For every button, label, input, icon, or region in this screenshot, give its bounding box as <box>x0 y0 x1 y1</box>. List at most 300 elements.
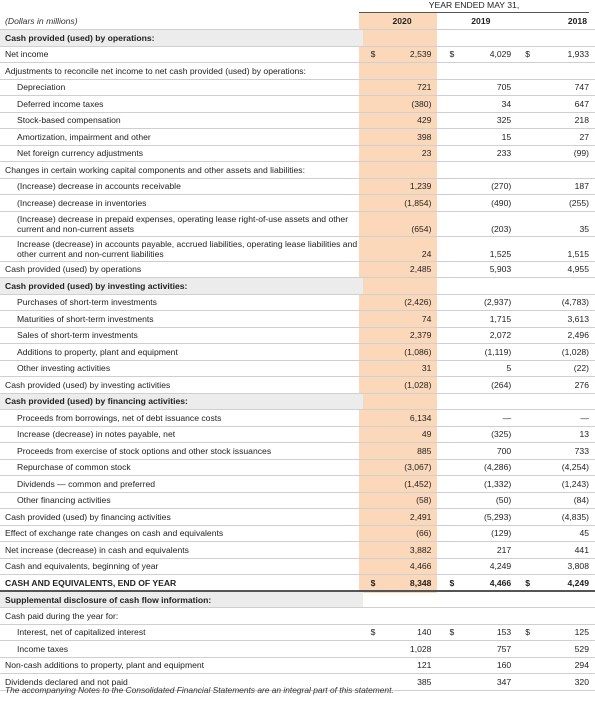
cell-value: (3,067) <box>404 462 432 473</box>
cell-value: 45 <box>579 528 589 539</box>
cell-value: (22) <box>573 363 589 374</box>
cell-value: 3,808 <box>567 561 589 572</box>
cash-flow-table <box>0 13 595 691</box>
cell-value: 4,249 <box>489 561 512 572</box>
table-row <box>0 195 595 212</box>
cell-value: 2,072 <box>489 330 512 341</box>
table-row <box>0 657 595 674</box>
table-row <box>0 129 595 146</box>
cell-value: 1,525 <box>489 248 512 259</box>
value-2020 <box>363 624 442 641</box>
value-2020 <box>363 393 442 410</box>
value-2020 <box>363 278 442 295</box>
row-label: Changes in certain working capital components and other assets and liabilities: <box>0 162 363 179</box>
cell-value: 2,485 <box>409 264 432 275</box>
table-row <box>0 311 595 328</box>
value-2019 <box>441 178 520 195</box>
cell-value: 153 <box>496 627 512 638</box>
value-2019 <box>441 211 520 236</box>
cell-value: (2,937) <box>483 297 512 308</box>
value-2020 <box>363 261 442 278</box>
row-label: Cash provided (used) by investing activities <box>0 377 363 394</box>
value-2018 <box>520 393 595 410</box>
value-2020 <box>363 525 442 542</box>
cell-value: 385 <box>417 676 432 687</box>
cell-value: 1,515 <box>567 248 589 259</box>
cell-value: 320 <box>574 676 589 687</box>
footnote: The accompanying Notes to the Consolidated Financial Statements are an integral part of this statement. <box>5 685 394 695</box>
table-row <box>0 79 595 96</box>
value-2018 <box>520 327 595 344</box>
value-2018 <box>520 459 595 476</box>
currency-symbol: $ <box>449 627 455 638</box>
value-2020 <box>363 410 442 427</box>
table-row <box>0 426 595 443</box>
cell-value: 218 <box>574 115 589 126</box>
value-2020 <box>363 575 442 592</box>
value-2018 <box>520 195 595 212</box>
row-label: Increase (decrease) in notes payable, net <box>0 426 363 443</box>
value-2020 <box>363 79 442 96</box>
cell-value: (4,286) <box>483 462 512 473</box>
cell-value: 4,466 <box>409 561 432 572</box>
table-row <box>0 360 595 377</box>
value-2019 <box>441 96 520 113</box>
cell-value: (84) <box>573 495 589 506</box>
value-2018 <box>520 443 595 460</box>
value-2019 <box>441 443 520 460</box>
table-row <box>0 236 595 261</box>
value-2019 <box>441 624 520 641</box>
value-2020 <box>363 311 442 328</box>
currency-symbol: $ <box>370 577 376 588</box>
cell-value: 6,134 <box>409 412 432 423</box>
cell-value: 140 <box>417 627 432 638</box>
value-2019 <box>441 261 520 278</box>
cell-value: 160 <box>496 660 512 671</box>
value-2020 <box>363 509 442 526</box>
row-label: Cash and equivalents, beginning of year <box>0 558 363 575</box>
value-2019 <box>441 641 520 658</box>
cell-value: 347 <box>496 676 512 687</box>
cell-value: 35 <box>579 223 589 234</box>
cell-value: (325) <box>491 429 512 440</box>
cell-value: 121 <box>417 660 432 671</box>
value-2018 <box>520 46 595 63</box>
cell-value: 4,955 <box>567 264 589 275</box>
table-row <box>0 624 595 641</box>
cell-value: (264) <box>491 379 512 390</box>
value-2019 <box>441 377 520 394</box>
row-label: Stock-based compensation <box>0 112 363 129</box>
table-row <box>0 443 595 460</box>
cell-value: 705 <box>496 82 512 93</box>
value-2018 <box>520 278 595 295</box>
value-2018 <box>520 30 595 47</box>
value-2018 <box>520 410 595 427</box>
value-2018 <box>520 344 595 361</box>
value-2019 <box>441 278 520 295</box>
cell-value: 13 <box>579 429 589 440</box>
value-2019 <box>441 426 520 443</box>
table-row <box>0 393 595 410</box>
cell-value: 4,249 <box>567 577 589 588</box>
value-2018 <box>520 476 595 493</box>
value-2020 <box>363 112 442 129</box>
row-label: Adjustments to reconcile net income to net cash provided (used) by operations: <box>0 63 363 80</box>
value-2019 <box>441 410 520 427</box>
value-2018 <box>520 641 595 658</box>
row-label: Effect of exchange rate changes on cash and equivalents <box>0 525 363 542</box>
value-2018 <box>520 657 595 674</box>
value-2020 <box>363 558 442 575</box>
cell-value: (4,254) <box>561 462 589 473</box>
cell-value: 2,379 <box>409 330 432 341</box>
value-2019 <box>441 476 520 493</box>
value-2019 <box>441 608 520 625</box>
value-2019 <box>441 393 520 410</box>
value-2018 <box>520 674 595 691</box>
column-header-row <box>0 13 595 30</box>
table-row <box>0 30 595 47</box>
row-label: Cash provided (used) by financing activities <box>0 509 363 526</box>
cell-value: 125 <box>574 627 589 638</box>
currency-symbol: $ <box>525 49 530 60</box>
cell-value: (1,028) <box>561 346 589 357</box>
value-2018 <box>520 575 595 592</box>
value-2020 <box>363 608 442 625</box>
row-label: Sales of short-term investments <box>0 327 363 344</box>
currency-symbol: $ <box>449 577 455 588</box>
table-row <box>0 278 595 295</box>
table-row <box>0 162 595 179</box>
value-2019 <box>441 79 520 96</box>
value-2020 <box>363 360 442 377</box>
value-2019 <box>441 327 520 344</box>
currency-symbol: $ <box>370 627 376 638</box>
cell-value: (50) <box>495 495 512 506</box>
value-2019 <box>441 591 520 608</box>
year-2020-header: 2020 <box>363 13 442 30</box>
row-label: (Increase) decrease in inventories <box>0 195 363 212</box>
cell-value: 217 <box>496 544 512 555</box>
cell-value: 4,466 <box>489 577 512 588</box>
row-label: Net foreign currency adjustments <box>0 145 363 162</box>
cell-value: 294 <box>574 660 589 671</box>
value-2019 <box>441 46 520 63</box>
cell-value: 733 <box>574 445 589 456</box>
cell-value: 441 <box>574 544 589 555</box>
row-label: Other financing activities <box>0 492 363 509</box>
value-2019 <box>441 575 520 592</box>
value-2018 <box>520 509 595 526</box>
value-2020 <box>363 30 442 47</box>
cell-value: (4,835) <box>561 511 589 522</box>
table-row <box>0 410 595 427</box>
cell-value: 1,239 <box>409 181 432 192</box>
value-2020 <box>363 162 442 179</box>
value-2018 <box>520 426 595 443</box>
value-2018 <box>520 145 595 162</box>
cell-value: (5,293) <box>483 511 512 522</box>
table-row <box>0 96 595 113</box>
value-2019 <box>441 145 520 162</box>
cell-value: — <box>580 412 589 423</box>
cell-value: 233 <box>496 148 512 159</box>
cell-value: 187 <box>574 181 589 192</box>
value-2019 <box>441 195 520 212</box>
row-label: Repurchase of common stock <box>0 459 363 476</box>
value-2020 <box>363 377 442 394</box>
value-2018 <box>520 261 595 278</box>
value-2018 <box>520 294 595 311</box>
cell-value: 429 <box>417 115 432 126</box>
value-2020 <box>363 195 442 212</box>
row-label: Deferred income taxes <box>0 96 363 113</box>
currency-symbol: $ <box>449 49 455 60</box>
row-label: Income taxes <box>0 641 363 658</box>
cell-value: (1,028) <box>404 379 432 390</box>
row-label: (Increase) decrease in prepaid expenses, operating lease right-of-use assets and other current and non-current assets <box>0 211 363 236</box>
currency-symbol: $ <box>525 627 530 638</box>
value-2018 <box>520 178 595 195</box>
row-label: Supplemental disclosure of cash flow information: <box>0 591 363 608</box>
table-row <box>0 608 595 625</box>
table-row <box>0 542 595 559</box>
value-2020 <box>363 63 442 80</box>
value-2020 <box>363 459 442 476</box>
cell-value: 276 <box>574 379 589 390</box>
row-label: CASH AND EQUIVALENTS, END OF YEAR <box>0 575 363 592</box>
table-row <box>0 525 595 542</box>
table-row <box>0 591 595 608</box>
table-row <box>0 327 595 344</box>
value-2020 <box>363 641 442 658</box>
table-row <box>0 476 595 493</box>
value-2020 <box>363 294 442 311</box>
row-label: Amortization, impairment and other <box>0 129 363 146</box>
cell-value: (380) <box>411 98 432 109</box>
cell-value: (58) <box>416 495 432 506</box>
value-2020 <box>363 236 442 261</box>
currency-symbol: $ <box>370 49 376 60</box>
table-row <box>0 261 595 278</box>
value-2020 <box>363 344 442 361</box>
cell-value: 747 <box>574 82 589 93</box>
cell-value: 5,903 <box>489 264 512 275</box>
cell-value: 2,539 <box>409 49 432 60</box>
value-2020 <box>363 46 442 63</box>
table-row <box>0 211 595 236</box>
cell-value: (1,854) <box>404 197 432 208</box>
value-2019 <box>441 459 520 476</box>
value-2020 <box>363 96 442 113</box>
value-2019 <box>441 236 520 261</box>
value-2020 <box>363 542 442 559</box>
table-row <box>0 145 595 162</box>
value-2020 <box>363 443 442 460</box>
row-label: Cash paid during the year for: <box>0 608 363 625</box>
value-2018 <box>520 608 595 625</box>
table-row <box>0 459 595 476</box>
cell-value: 885 <box>417 445 432 456</box>
row-label: Non-cash additions to property, plant and equipment <box>0 657 363 674</box>
table-row <box>0 112 595 129</box>
cell-value: 2,491 <box>409 511 432 522</box>
row-label: Additions to property, plant and equipment <box>0 344 363 361</box>
value-2020 <box>363 426 442 443</box>
value-2020 <box>363 178 442 195</box>
cell-value: 15 <box>501 131 512 142</box>
row-label: Dividends declared and not paid <box>0 674 363 691</box>
value-2018 <box>520 112 595 129</box>
value-2019 <box>441 657 520 674</box>
cell-value: 721 <box>417 82 432 93</box>
value-2020 <box>363 327 442 344</box>
row-label: Increase (decrease) in accounts payable, accrued liabilities, operating lease liabilities and other current and non-current liabilities <box>0 236 363 261</box>
value-2019 <box>441 558 520 575</box>
row-label: Maturities of short-term investments <box>0 311 363 328</box>
cell-value: 4,029 <box>489 49 512 60</box>
units-label: (Dollars in millions) <box>0 13 363 30</box>
value-2018 <box>520 96 595 113</box>
cell-value: (255) <box>568 197 589 208</box>
row-label: Other investing activities <box>0 360 363 377</box>
cell-value: (99) <box>573 148 589 159</box>
row-label: (Increase) decrease in accounts receivable <box>0 178 363 195</box>
cell-value: 8,348 <box>409 577 432 588</box>
row-label: Cash provided (used) by investing activities: <box>0 278 363 295</box>
row-label: Depreciation <box>0 79 363 96</box>
cell-value: (1,119) <box>484 346 512 357</box>
table-row <box>0 509 595 526</box>
cell-value: (1,452) <box>404 478 432 489</box>
value-2019 <box>441 311 520 328</box>
value-2018 <box>520 162 595 179</box>
value-2020 <box>363 129 442 146</box>
table-row <box>0 46 595 63</box>
table-row <box>0 63 595 80</box>
value-2018 <box>520 129 595 146</box>
cell-value: (270) <box>491 181 512 192</box>
value-2018 <box>520 624 595 641</box>
cell-value: (1,332) <box>483 478 512 489</box>
cell-value: (66) <box>416 528 432 539</box>
value-2018 <box>520 236 595 261</box>
cell-value: (1,086) <box>404 346 432 357</box>
value-2018 <box>520 360 595 377</box>
row-label: Net increase (decrease) in cash and equivalents <box>0 542 363 559</box>
cell-value: 529 <box>574 643 589 654</box>
cell-value: 1,028 <box>409 643 432 654</box>
cell-value: 24 <box>421 248 432 259</box>
cell-value: 3,613 <box>567 313 589 324</box>
row-label: Proceeds from exercise of stock options and other stock issuances <box>0 443 363 460</box>
row-label: Cash provided (used) by financing activities: <box>0 393 363 410</box>
value-2019 <box>441 674 520 691</box>
value-2018 <box>520 311 595 328</box>
cell-value: 700 <box>496 445 512 456</box>
cell-value: 34 <box>501 98 512 109</box>
value-2018 <box>520 492 595 509</box>
row-label: Purchases of short-term investments <box>0 294 363 311</box>
value-2018 <box>520 63 595 80</box>
currency-symbol: $ <box>525 577 530 588</box>
cell-value: — <box>502 412 512 423</box>
value-2020 <box>363 476 442 493</box>
value-2019 <box>441 525 520 542</box>
value-2019 <box>441 509 520 526</box>
table-row <box>0 294 595 311</box>
table-row <box>0 641 595 658</box>
value-2020 <box>363 591 442 608</box>
cell-value: (490) <box>491 197 512 208</box>
value-2020 <box>363 145 442 162</box>
table-row <box>0 492 595 509</box>
cell-value: 31 <box>421 363 432 374</box>
value-2018 <box>520 377 595 394</box>
cell-value: 647 <box>574 98 589 109</box>
table-row <box>0 558 595 575</box>
value-2018 <box>520 79 595 96</box>
table-row <box>0 377 595 394</box>
row-label: Cash provided (used) by operations <box>0 261 363 278</box>
cell-value: (1,243) <box>561 478 589 489</box>
cell-value: 74 <box>421 313 432 324</box>
row-label: Dividends — common and preferred <box>0 476 363 493</box>
table-row <box>0 178 595 195</box>
value-2018 <box>520 558 595 575</box>
value-2019 <box>441 112 520 129</box>
row-label: Cash provided (used) by operations: <box>0 30 363 47</box>
value-2019 <box>441 129 520 146</box>
cell-value: 2,496 <box>567 330 589 341</box>
row-label: Proceeds from borrowings, net of debt issuance costs <box>0 410 363 427</box>
period-header: YEAR ENDED MAY 31, <box>428 0 520 10</box>
row-label: Net income <box>0 46 363 63</box>
value-2019 <box>441 63 520 80</box>
cell-value: 27 <box>579 131 589 142</box>
value-2019 <box>441 344 520 361</box>
value-2019 <box>441 360 520 377</box>
value-2018 <box>520 211 595 236</box>
cell-value: 3,882 <box>409 544 432 555</box>
cell-value: 49 <box>421 429 432 440</box>
value-2019 <box>441 162 520 179</box>
value-2020 <box>363 492 442 509</box>
value-2018 <box>520 525 595 542</box>
value-2020 <box>363 657 442 674</box>
cell-value: 1,715 <box>489 313 512 324</box>
cell-value: (2,426) <box>404 297 432 308</box>
cell-value: 757 <box>496 643 512 654</box>
value-2019 <box>441 294 520 311</box>
table-row <box>0 344 595 361</box>
value-2019 <box>441 542 520 559</box>
cell-value: 5 <box>506 363 512 374</box>
cell-value: (203) <box>491 223 512 234</box>
year-2019-header: 2019 <box>441 13 520 30</box>
cell-value: (4,783) <box>561 297 589 308</box>
row-label: Interest, net of capitalized interest <box>0 624 363 641</box>
cell-value: 1,933 <box>567 49 589 60</box>
cell-value: 398 <box>417 131 432 142</box>
value-2018 <box>520 591 595 608</box>
cell-value: 325 <box>496 115 512 126</box>
value-2020 <box>363 211 442 236</box>
year-2018-header: 2018 <box>520 13 595 30</box>
value-2019 <box>441 30 520 47</box>
